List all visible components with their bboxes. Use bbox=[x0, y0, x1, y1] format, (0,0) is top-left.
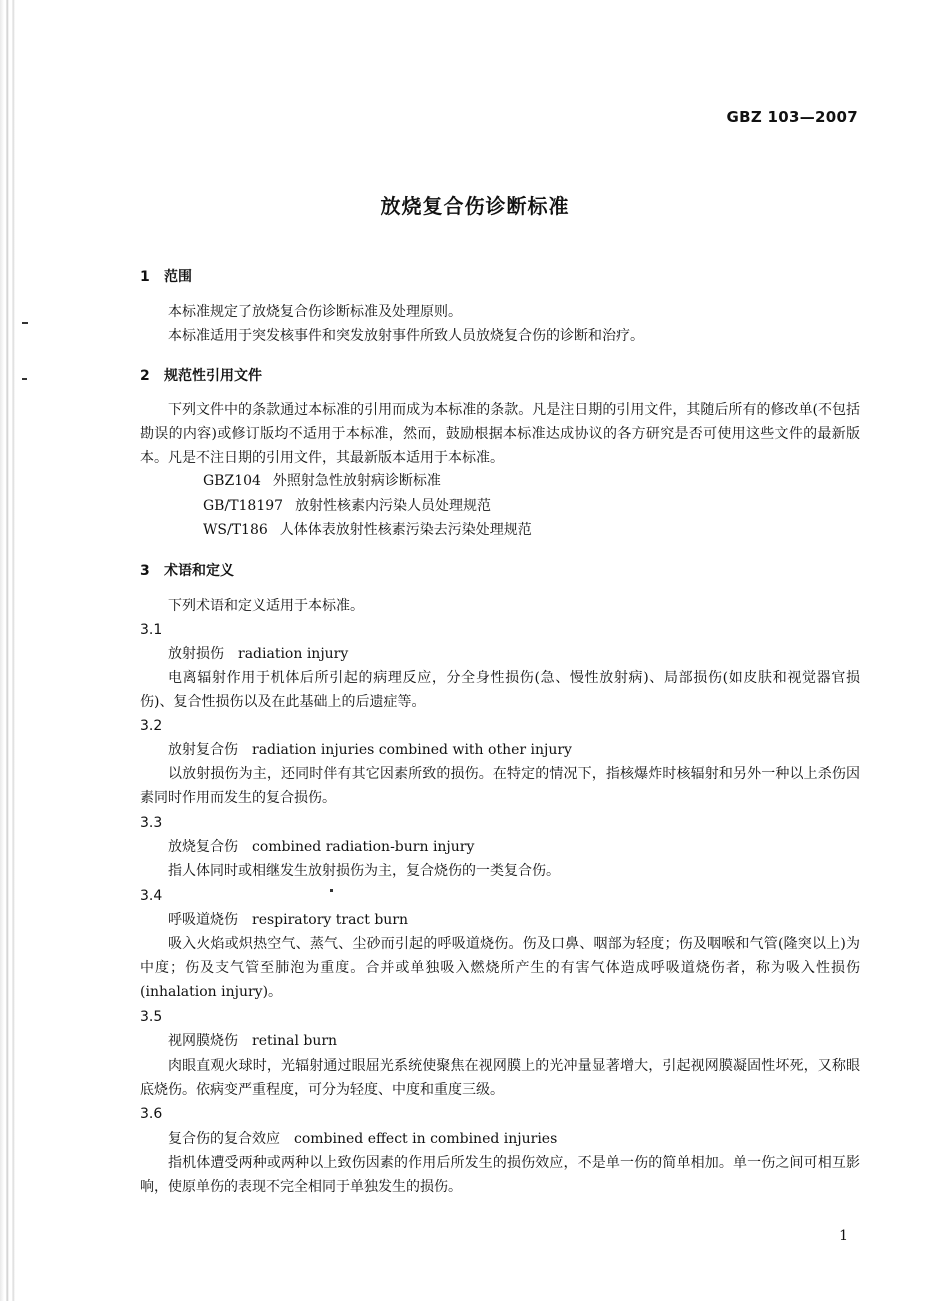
reference-item bbox=[203, 494, 491, 518]
document-title: 放烧复合伤诊断标准 bbox=[380, 194, 570, 218]
scan-speck bbox=[22, 378, 27, 380]
reference-title: 放射性核素内污染人员处理规范 bbox=[295, 498, 492, 514]
reference-title: 外照射急性放射病诊断标准 bbox=[272, 473, 441, 489]
term-number: 3.1 bbox=[140, 622, 163, 638]
reference-item bbox=[203, 469, 441, 493]
section-title: 规范性引用文件 bbox=[164, 368, 262, 384]
scan-speck bbox=[22, 322, 28, 324]
term-name bbox=[168, 1029, 337, 1053]
standard-code: GBZ 103—2007 bbox=[726, 108, 858, 126]
term-name bbox=[168, 738, 572, 762]
reference-title: 人体体表放射性核素污染去污染处理规范 bbox=[279, 522, 532, 538]
term-name bbox=[168, 1127, 557, 1151]
section-number: 2 bbox=[140, 368, 150, 384]
section-number: 1 bbox=[140, 269, 150, 285]
term-zh: 放射复合伤 bbox=[168, 742, 238, 758]
page-number: 1 bbox=[839, 1228, 848, 1244]
term-en: radiation injuries combined with other injury bbox=[252, 742, 572, 758]
section-heading-scope bbox=[140, 266, 192, 286]
term-en: combined radiation-burn injury bbox=[252, 839, 475, 855]
reference-code: GBZ104 bbox=[203, 473, 261, 489]
reference-item bbox=[203, 518, 532, 542]
section-title: 术语和定义 bbox=[164, 563, 234, 579]
term-number: 3.2 bbox=[140, 718, 163, 734]
term-en: retinal burn bbox=[252, 1033, 338, 1049]
term-zh: 放烧复合伤 bbox=[168, 839, 238, 855]
term-name bbox=[168, 835, 474, 859]
term-definition: 指人体同时或相继发生放射损伤为主，复合烧伤的一类复合伤。 bbox=[168, 863, 560, 879]
section-number: 3 bbox=[140, 563, 150, 579]
references-intro-paragraph: 下列文件中的条款通过本标准的引用而成为本标准的条款。凡是注日期的引用文件，其随后所有的修改单(不包括勘误的内容)或修订版均不适用于本标准，然而，鼓励根据本标准达成协议的各方研究是否可使用这些文件的最新版本。凡是不注日期的引用文件，其最新版本适用于本标准。 bbox=[140, 402, 860, 466]
section-heading-normative-references bbox=[140, 365, 262, 385]
term-zh: 呼吸道烧伤 bbox=[168, 912, 238, 928]
term-number: 3.6 bbox=[140, 1106, 163, 1122]
term-definition: 电离辐射作用于机体后所引起的病理反应，分全身性损伤(急、慢性放射病)、局部损伤(如皮肤和视觉器官损伤)、复合性损伤以及在此基础上的后遗症等。 bbox=[140, 670, 860, 710]
term-number: 3.3 bbox=[140, 815, 163, 831]
reference-code: GB/T18197 bbox=[203, 498, 284, 514]
term-definition: 肉眼直观火球时，光辐射通过眼屈光系统使聚焦在视网膜上的光冲量显著增大，引起视网膜凝固性坏死，又称眼底烧伤。依病变严重程度，可分为轻度、中度和重度三级。 bbox=[140, 1058, 860, 1098]
term-definition: 指机体遭受两种或两种以上致伤因素的作用后所发生的损伤效应，不是单一伤的简单相加。单一伤之间可相互影响，使原单伤的表现不完全相同于单独发生的损伤。 bbox=[140, 1155, 860, 1195]
term-name bbox=[168, 908, 408, 932]
term-definition: 吸入火焰或炽热空气、蒸气、尘砂而引起的呼吸道烧伤。伤及口鼻、咽部为轻度；伤及咽喉和气管(隆突以上)为中度；伤及支气管至肺泡为重度。合并或单独吸入燃烧所产生的有害气体造成呼吸道烧伤者，称为吸入性损伤(inhalation injury)。 bbox=[140, 936, 860, 1000]
term-en: respiratory tract burn bbox=[252, 912, 409, 928]
term-zh: 视网膜烧伤 bbox=[168, 1033, 238, 1049]
scope-paragraph-2: 本标准适用于突发核事件和突发放射事件所致人员放烧复合伤的诊断和治疗。 bbox=[168, 328, 644, 344]
section-heading-terms-definitions bbox=[140, 560, 234, 580]
term-zh: 放射损伤 bbox=[168, 646, 224, 662]
term-name bbox=[168, 642, 348, 666]
term-zh: 复合伤的复合效应 bbox=[168, 1131, 280, 1147]
section-title: 范围 bbox=[164, 269, 192, 285]
term-en: combined effect in combined injuries bbox=[294, 1131, 558, 1147]
term-definition: 以放射损伤为主，还同时伴有其它因素所致的损伤。在特定的情况下，指核爆炸时核辐射和另外一种以上杀伤因素同时作用而发生的复合损伤。 bbox=[140, 766, 860, 806]
scope-paragraph-1: 本标准规定了放烧复合伤诊断标准及处理原则。 bbox=[168, 304, 462, 320]
term-en: radiation injury bbox=[238, 646, 349, 662]
terms-intro: 下列术语和定义适用于本标准。 bbox=[168, 598, 364, 614]
term-number: 3.5 bbox=[140, 1009, 163, 1025]
scan-speck bbox=[330, 889, 333, 892]
term-number: 3.4 bbox=[140, 888, 163, 904]
reference-code: WS/T186 bbox=[203, 522, 268, 538]
